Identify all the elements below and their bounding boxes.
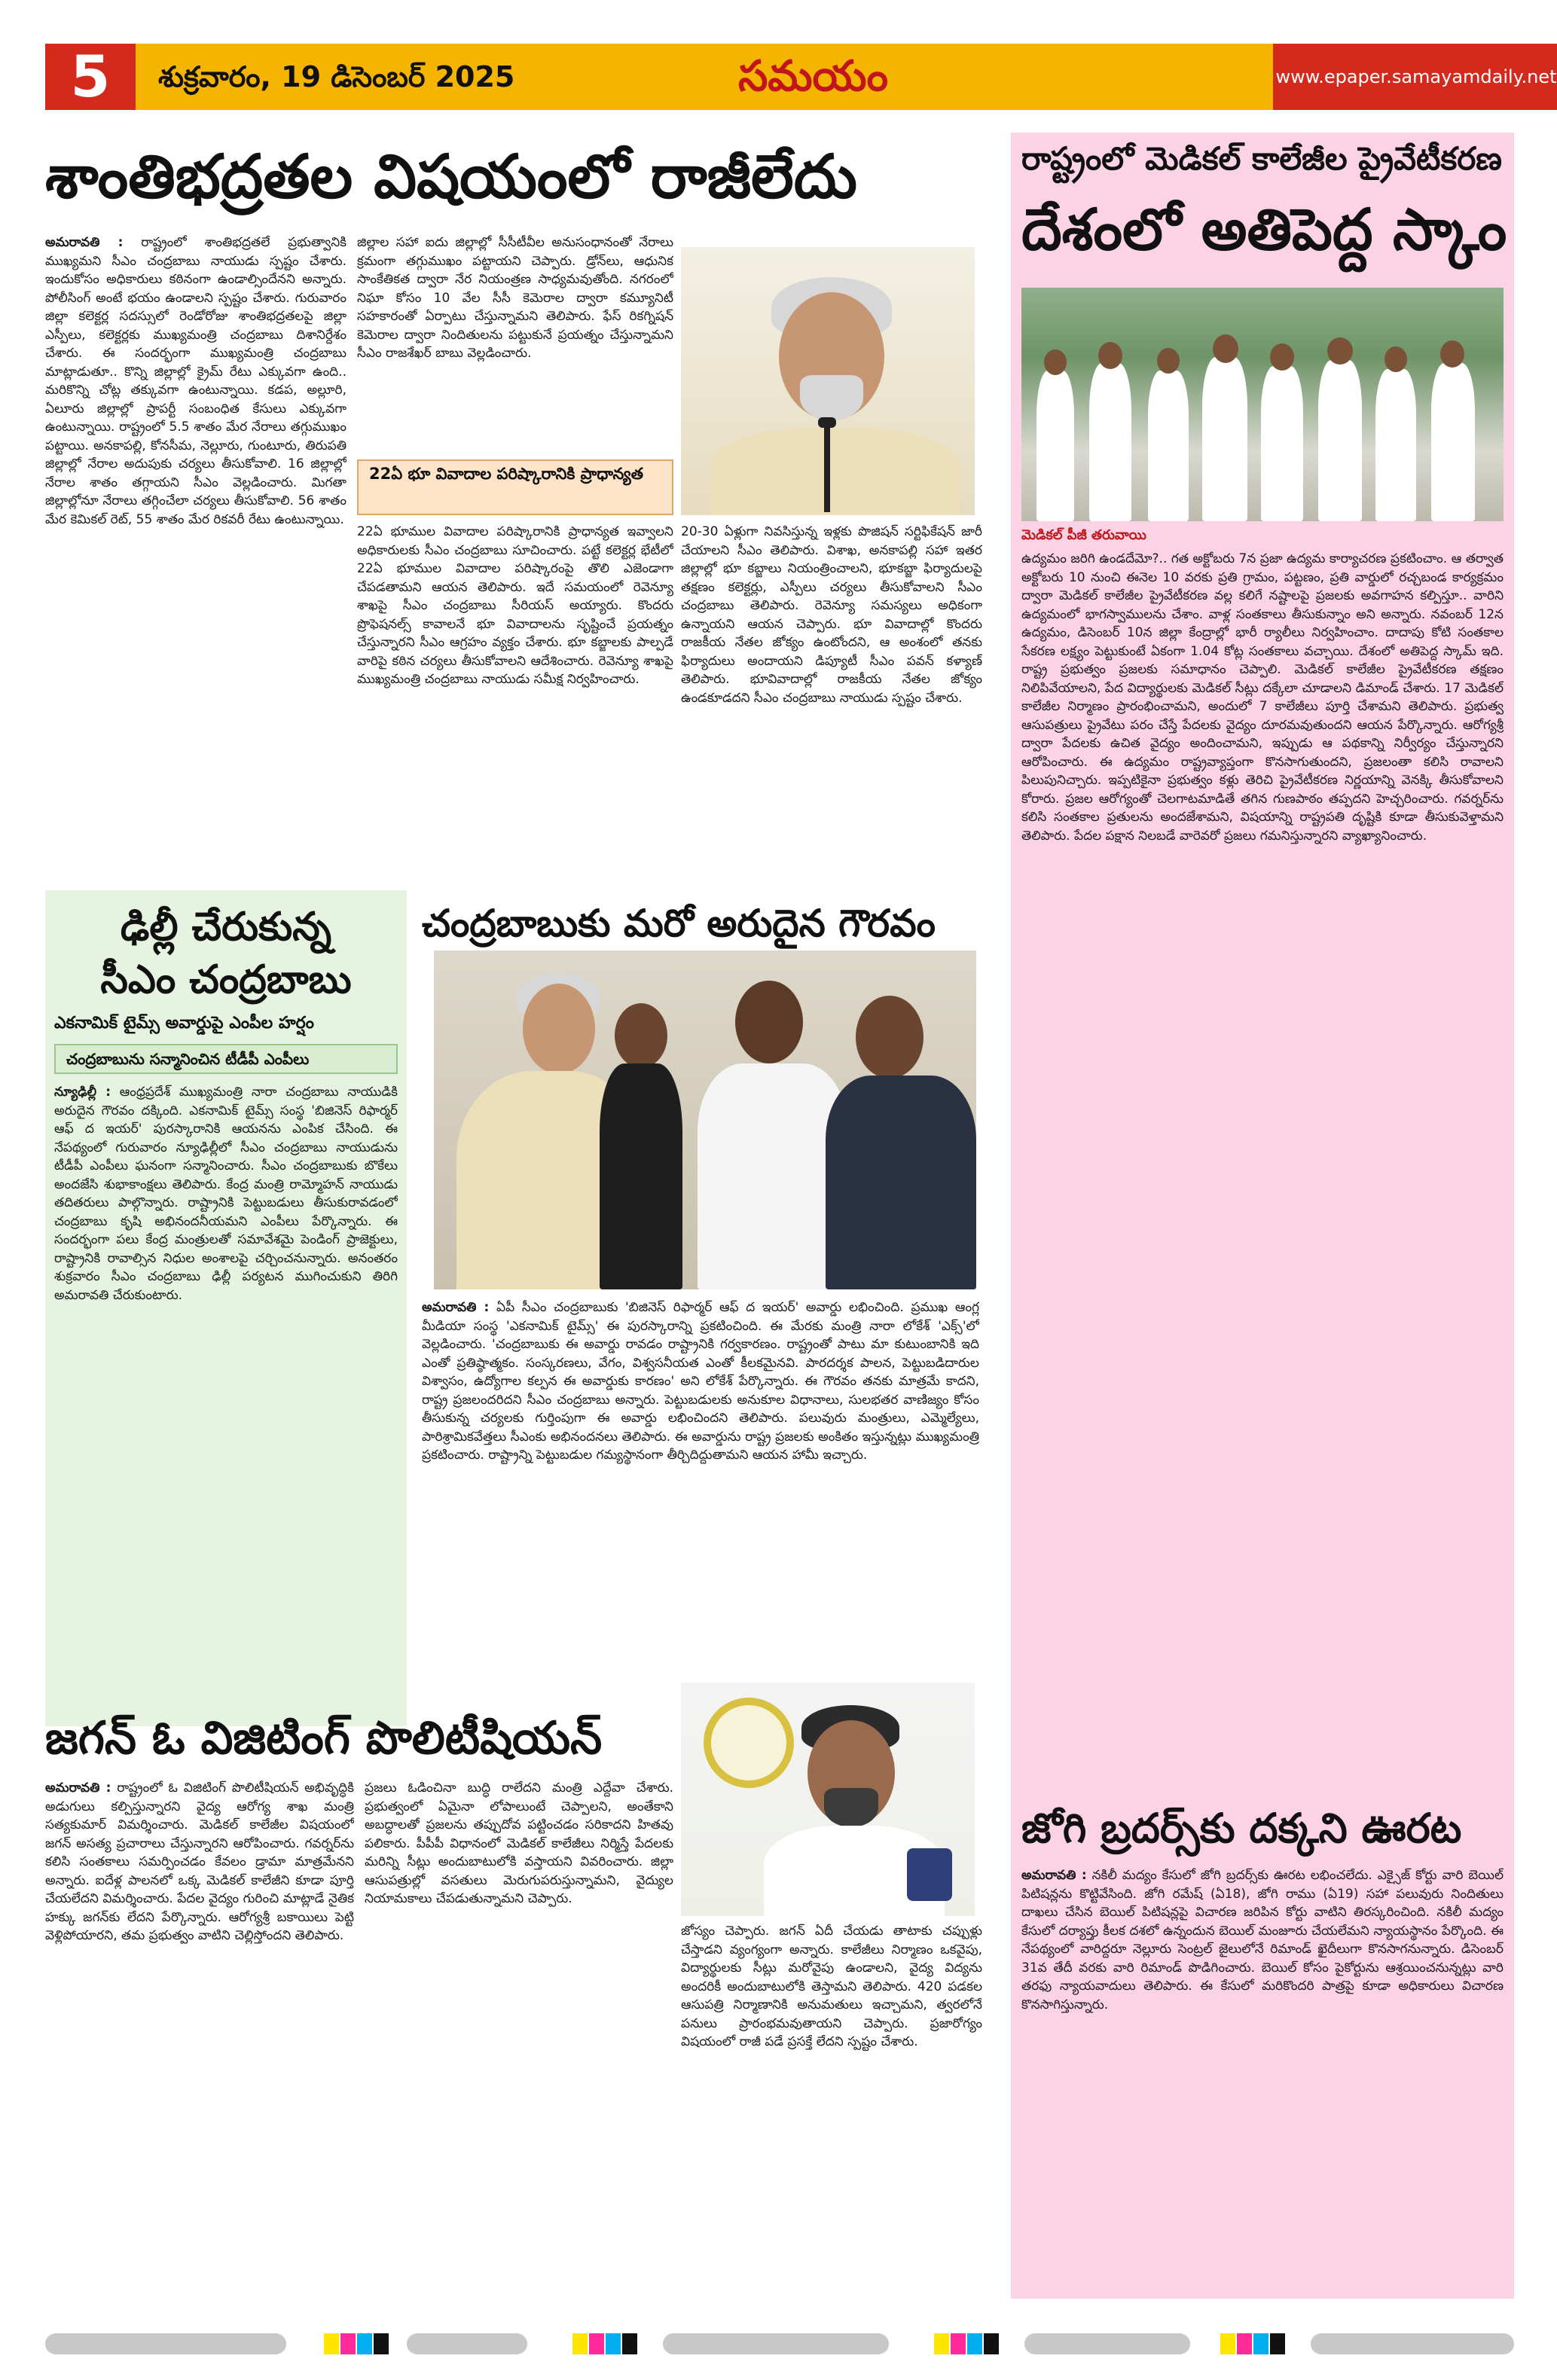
story5-dateline: అమరావతి :	[45, 1780, 111, 1796]
story5-col3	[681, 1922, 982, 2299]
story3-headline-line1: ఢిల్లీ చేరుకున్న	[120, 905, 332, 950]
story3-dateline: న్యూఢిల్లీ :	[54, 1085, 111, 1100]
story4-headline: చంద్రబాబుకు మరో అరుదైన గౌరవం	[422, 902, 936, 945]
story5-body-col1: రాష్ట్రంలో ఓ విజిటింగ్ పొలిటీషియన్ అభివృద్ధికి అడుగులు కల్పిస్తున్నారని వైద్య ఆరోగ్య శాఖ మంత్రి సత్యకుమార్ విమర్శించారు. మెడికల్ కాలేజీల విషయంలో జగన్ అసత్య ప్రచారాలు చేస్తున్నారని ఆరోపించారు. గవర్నర్‌ను కలిసి సంతకాలు సమర్పించడం కేవలం డ్రామా మాత్రమేనని అన్నారు. ఐదేళ్ల పాలనలో ఒక్క మెడికల్ కాలేజీని కూడా పూర్తి చేయలేదని విమర్శించారు. పేదల వైద్యం గురించి మాట్లాడే నైతిక హక్కు జగన్‌కు లేదని పేర్కొన్నారు. ఆరోగ్యశ్రీ బకాయిలు పెట్టి వెళ్లిపోయారని, తమ ప్రభుత్వం వాటిని చెల్లిస్తోందని తెలిపారు.	[45, 1780, 354, 1943]
story5-photo	[681, 1683, 975, 1916]
story1-dateline: అమరావతి :	[45, 235, 124, 250]
story4-photo	[434, 950, 976, 1289]
print-color-bar	[0, 2333, 1557, 2354]
story2-body-text: ఉద్యమం జరిగి ఉండదేమో?.. గత అక్టోబరు 7న ప్రజా ఉద్యమ కార్యాచరణ ప్రకటించాం. ఆ తర్వాత అక్టోబరు 10 నుంచి ఈనెల 10 వరకు ప్రతి గ్రామం, పట్టణం, ప్రతి వార్డులో రచ్చబండ కార్యక్రమం ద్వారా మెడికల్ కాలేజీల ప్రైవేటీకరణ వల్ల కలిగే నష్టాలపై ప్రజలకు అవగాహన కల్పిస్తూ.. వారిని ఉద్యమంలో భాగస్వాములను చేశాం. వాళ్ల సంతకాలు తీసుకున్నాం అని అన్నారు. నవంబర్ 12న ఉద్యమం, డిసెంబర్ 10న జిల్లా కేంద్రాల్లో భారీ ర్యాలీలు నిర్వహించాం. దాదాపు కోటి సంతకాల సేకరణ లక్ష్యం పెట్టుకుంటే ఏకంగా 1.04 కోట్ల సంతకాలు వచ్చాయి. దేశంలో అతిపెద్ద స్కామ్ ఇది. రాష్ట్ర ప్రభుత్వం ప్రజలకు సమాధానం చెప్పాలి. మెడికల్ కాలేజీల ప్రైవేటీకరణ తక్షణం నిలిపివేయాలని, పేద విద్యార్థులకు మెడికల్ సీట్లు దక్కేలా చూడాలని డిమాండ్ చేశారు. 17 మెడికల్ కాలేజీల నిర్మాణం ప్రారంభించామని, అందులో 7 కాలేజీలు పూర్తి చేశామని తెలిపారు. ప్రభుత్వ ఆసుపత్రులు ప్రైవేటు పరం చేస్తే పేదలకు వైద్యం దూరమవుతుందని ఆయన పేర్కొన్నారు. ఆరోగ్యశ్రీ ద్వారా పేదలకు ఉచిత వైద్యం అందించామని, ఇప్పుడు ఆ పథకాన్ని నిర్వీర్యం చేస్తున్నారని ఆరోపించారు. ఈ ఉద్యమం రాష్ట్రవ్యాప్తంగా కొనసాగుతుందని, ప్రజలంతా కలిసి రావాలని పిలుపునిచ్చారు. ఇప్పటికైనా ప్రభుత్వం కళ్లు తెరిచి ప్రైవేటీకరణ నిర్ణయాన్ని వెనక్కి తీసుకోవాలని కోరారు. ప్రజల ఆరోగ్యంతో చెలగాటమాడితే తగిన గుణపాఠం తప్పదని హెచ్చరించారు. గవర్నర్‌ను కలిసి సంతకాల ప్రతులను అందజేశామని, విషయాన్ని రాష్ట్రపతి దృష్టికి కూడా తీసుకువెళ్తామని తెలిపారు. పేదల పక్షాన నిలబడే వారెవరో ప్రజలు గమనిస్తున్నారని వ్యాఖ్యానించారు.	[1021, 551, 1504, 844]
story3-body-text: ఆంధ్రప్రదేశ్ ముఖ్యమంత్రి నారా చంద్రబాబు నాయుడికి అరుదైన గౌరవం దక్కింది. ఎకనామిక్ టైమ్స్ సంస్థ 'బిజినెస్ రిఫార్మర్ ఆఫ్ ద ఇయర్' పురస్కారానికి ఆయనను ఎంపిక చేసింది. ఈ నేపథ్యంలో గురువారం న్యూఢిల్లీలో సీఎం చంద్రబాబు నాయుడును టీడీపీ ఎంపీలు ఘనంగా సన్మానించారు. సీఎం చంద్రబాబుకు బొకేలు అందజేసి శుభాకాంక్షలు తెలిపారు. కేంద్ర మంత్రి రామ్మోహన్ నాయుడు తదితరులు పాల్గొన్నారు. రాష్ట్రానికి పెట్టుబడులు తీసుకురావడంలో చంద్రబాబు కృషి అభినందనీయమని ఎంపీలు పేర్కొన్నారు. ఈ సందర్భంగా పలు కేంద్ర మంత్రులతో సమావేశమై పెండింగ్ ప్రాజెక్టులు, రాష్ట్రానికి రావాల్సిన నిధుల అంశాలపై చర్చించనున్నారు. అనంతరం శుక్రవారం సీఎం చంద్రబాబు ఢిల్లీ పర్యటన ముగించుకుని తిరిగి అమరావతి చేరుకుంటారు.	[54, 1085, 398, 1303]
story3-subline: ఎకనామిక్ టైమ్స్ అవార్డుపై ఎంపీల హర్షం	[54, 1014, 314, 1033]
story5-col1	[45, 1779, 354, 2299]
story1-subhead: 22ఏ భూ వివాదాల పరిష్కారానికి ప్రాధాన్యత	[357, 459, 673, 515]
page-number: 5	[45, 44, 136, 110]
story5-headline: జగన్ ఓ విజిటింగ్ పొలిటీషియన్	[45, 1712, 603, 1765]
story2-photo-caption: మెడికల్ పీజీ తరువాయి	[1021, 527, 1146, 543]
story6-body	[1021, 1866, 1504, 2288]
issue-date: శుక్రవారం, 19 డిసెంబర్ 2025	[158, 60, 515, 93]
story5-body-col2: ప్రజలు ఓడించినా బుద్ధి రాలేదని మంత్రి ఎద్దేవా చేశారు. ప్రభుత్వంలో ఏమైనా లోపాలుంటే చెప్పాలని, అంతేకాని అబద్ధాలతో ప్రజలను తప్పుదోవ పట్టించడం సరికాదని హితవు పలికారు. పీపీపీ విధానంలో మెడికల్ కాలేజీలు నిర్మిస్తే పేదలకు మరిన్ని సీట్లు అందుబాటులోకి వస్తాయని వివరించారు. జిల్లా ఆసుపత్రుల్లో వసతులు మెరుగుపరుస్తున్నామని, వైద్యుల నియామకాలు చేపడుతున్నామని చెప్పారు.	[365, 1780, 673, 1906]
story5-col2	[365, 1779, 673, 2299]
story4-dateline: అమరావతి :	[422, 1300, 490, 1315]
story1-headline: శాంతిభద్రతల విషయంలో రాజీలేదు	[45, 142, 857, 212]
story1-photo	[681, 247, 975, 515]
story1-col2	[357, 233, 673, 452]
story6-body-text: నకిలీ మద్యం కేసులో జోగి బ్రదర్స్‌కు ఊరట లభించలేదు. ఎక్సైజ్ కోర్టు వారి బెయిల్ పిటిషన్లను కొట్టివేసింది. జోగి రమేష్ (ఏ18), జోగి రాము (ఏ19) సహా పలువురు నిందితులు దాఖలు చేసిన బెయిల్ పిటిషన్లపై విచారణ జరిపిన కోర్టు వాటిని తిరస్కరించింది. నకిలీ మద్యం కేసులో దర్యాప్తు కీలక దశలో ఉన్నందున బెయిల్ మంజూరు చేయలేమని న్యాయస్థానం పేర్కొంది. ఈ నేపథ్యంలో వారిద్దరూ నెల్లూరు సెంట్రల్ జైలులోనే రిమాండ్ ఖైదీలుగా కొనసాగనున్నారు. డిసెంబర్ 31వ తేదీ వరకు వారి రిమాండ్ పొడిగించారు. బెయిల్ కోసం పైకోర్టును ఆశ్రయించనున్నట్లు వారి తరఫు న్యాయవాదులు తెలిపారు. ఈ కేసులో మరికొందరి పాత్రపై కూడా అధికారులు విచారణ కొనసాగిస్తున్నారు.	[1021, 1868, 1504, 2012]
newspaper-logo: సమయం	[738, 52, 888, 101]
story2-body	[1021, 550, 1504, 1785]
story2-kicker: రాష్ట్రంలో మెడికల్ కాలేజీల ప్రైవేటీకరణ	[1021, 140, 1502, 177]
story6-dateline: అమరావతి :	[1021, 1868, 1087, 1883]
story5-body-col3: జోస్యం చెప్పారు. జగన్ ఏదీ చేయడు తాటాకు చప్పుళ్లు చేస్తాడని వ్యంగ్యంగా అన్నారు. కాలేజీలు నిర్మాణం ఒకవైపు, విద్యార్థులకు సీట్లు మరోవైపు ఉండాలని, వైద్య విద్యను అందరికీ అందుబాటులోకి తెస్తామని తెలిపారు. 420 పడకల ఆసుపత్రి నిర్మాణానికి అనుమతులు ఇచ్చామని, త్వరలోనే పనులు ప్రారంభమవుతాయని చెప్పారు. ప్రజారోగ్యం విషయంలో రాజీ పడే ప్రసక్తే లేదని స్పష్టం చేశారు.	[681, 1924, 982, 2049]
story3-headline-line2: సీఎం చంద్రబాబు	[100, 957, 352, 1002]
masthead	[45, 43, 1557, 110]
story1-body-col3: 22ఏ భూముల వివాదాల పరిష్కారానికి ప్రాధాన్యత ఇవ్వాలని అధికారులకు సీఎం చంద్రబాబు సూచించారు. పట్టే కలెక్టర్ల భేటీలో 22ఏ భూముల వివాదాల పరిష్కారంపై తొలి ఎజెండాగా చేపడతామని ఆయన తెలిపారు. ఇదే సమయంలో రెవెన్యూ శాఖపై సీఎం చంద్రబాబు సీరియస్ అయ్యారు. కొందరు ప్రొఫెషనల్స్ కావాలనే భూ వివాదాలను సృష్టించే ప్రయత్నం చేస్తున్నారని సీఎం ఆగ్రహం వ్యక్తం చేశారు. భూ కబ్జాలకు పాల్పడే వారిపై కఠిన చర్యలు తీసుకోవాలని ఆదేశించారు. రెవెన్యూ శాఖపై ముఖ్యమంత్రి చంద్రబాబు నాయుడు సమీక్ష నిర్వహించారు.	[357, 524, 673, 687]
story1-body-col1: రాష్ట్రంలో శాంతిభద్రతలే ప్రభుత్వానికి ముఖ్యమని సీఎం చంద్రబాబు నాయుడు స్పష్టం చేశారు. ఇందుకోసం అధికారులు కఠినంగా ఉండాల్సిందేనని అన్నారు. పోలీసింగ్ అంటే భయం ఉండాలని స్పష్టం చేశారు. గురువారం జిల్లా కలెక్టర్ల సదస్సులో రెండోరోజు శాంతిభద్రతలపై జిల్లా ఎస్పీలు, కలెక్టర్లకు ముఖ్యమంత్రి చంద్రబాబు దిశానిర్దేశం చేశారు. ఈ సందర్భంగా ముఖ్యమంత్రి చంద్రబాబు మాట్లాడుతూ.. కొన్ని జిల్లాల్లో క్రైమ్ రేటు ఎక్కువగా ఉంది.. మరికొన్ని చోట్ల తక్కువగా ఉంటున్నాయి. కడప, అల్లూరి, ఏలూరు జిల్లాల్లో ప్రాపర్టీ సంబంధిత కేసులు ఎక్కువగా ఉంటున్నాయి. రాష్ట్రంలో 5.5 శాతం మేర నేరాలు తగ్గుముఖం పట్టాయి. అనకాపల్లి, కోనసీమ, నెల్లూరు, గుంటూరు, తిరుపతి జిల్లాల్లో నేరాల అదుపుకు చర్యలు తీసుకోవాలి. 16 జిల్లాల్లో నేరాల శాతం తగ్గాయని సీఎం వెల్లడించారు. మిగతా జిల్లాల్లోనూ నేరాలు తగ్గించేలా చర్యలు తీసుకోవాలి. 56 శాతం మేర కెమికల్ రెట్, 55 శాతం మేర రికవరీ రేటు ఉంటున్నాయి.	[45, 235, 347, 527]
story1-col3	[357, 523, 673, 874]
story4-body	[422, 1298, 979, 1726]
story1-body-col2: జిల్లాల సహా ఐదు జిల్లాల్లో సీసీటీవీల అనుసంధానంతో నేరాలు క్రమంగా తగ్గుముఖం పట్టాయని చెప్పారు. డ్రోన్‌లు, ఆధునిక సాంకేతికత ద్వారా నేర నియంత్రణ సాధ్యమవుతోంది. నగరంలో నిఘా కోసం 10 వేల సీసీ కెమెరాల ద్వారా కమ్యూనిటీ సహకారంతో ఏర్పాటు చేస్తున్నామని తెలిపారు. ఫేస్ రికగ్నిషన్ కెమెరాల ద్వారా నిందితులను పట్టుకునే ప్రయత్నం చేస్తున్నామని సీఎం రాజశేఖర్ బాబు వెల్లడించారు.	[357, 235, 673, 361]
story1-col1	[45, 233, 347, 874]
epaper-url[interactable]: www.epaper.samayamdaily.net	[1273, 44, 1557, 110]
story3-subhead: చంద్రబాబును సన్మానించిన టీడీపీ ఎంపీలు	[54, 1044, 398, 1074]
story3-body	[54, 1083, 398, 1716]
story1-body-col4: 20-30 ఏళ్లుగా నివసిస్తున్న ఇళ్లకు పొజిషన్ సర్టిఫికేషన్ జారీ చేయాలని సీఎం తెలిపారు. విశాఖ, అనకాపల్లి సహా ఇతర జిల్లాల్లో భూ కబ్జాలు నియంత్రించాలని, భూకబ్జా ఫిర్యాదులపై తక్షణం కలెక్టర్లు, ఎస్పీలు చర్యలు తీసుకోవాలని సీఎం చంద్రబాబు తెలిపారు. రెవెన్యూ సమస్యలు అధికంగా ఉన్నాయని ఆయన చెప్పారు. భూ వివాదాల్లో కొందరు రాజకీయ నేతల జోక్యం ఉంటోందని, ఆ అంశంలో తనకు ఫిర్యాదులు అందాయని డిప్యూటీ సీఎం పవన్ కళ్యాణ్ తెలిపారు. భూవివాదాల్లో రాజకీయ నేతల జోక్యం ఉండకూడదని సీఎం చంద్రబాబు నాయుడు స్పష్టం చేశారు.	[681, 524, 982, 706]
story2-photo	[1021, 288, 1504, 521]
story2-headline: దేశంలో అతిపెద్ద స్కాం	[1021, 196, 1507, 263]
story1-col4	[681, 523, 982, 874]
story6-headline: జోగి బ్రదర్స్‌కు దక్కని ఊరట	[1021, 1805, 1462, 1852]
story4-body-text: ఏపీ సీఎం చంద్రబాబుకు 'బిజినెస్ రిఫార్మర్ ఆఫ్ ద ఇయర్' అవార్డు లభించింది. ప్రముఖ ఆంగ్ల మీడియా సంస్థ 'ఎకనామిక్ టైమ్స్' ఈ పురస్కారాన్ని ప్రకటించింది. ఈ మేరకు మంత్రి నారా లోకేశ్ 'ఎక్స్'లో వెల్లడించారు. 'చంద్రబాబుకు ఈ అవార్డు రావడం రాష్ట్రానికి గర్వకారణం. రాష్ట్రంతో పాటు మా కుటుంబానికి ఇది ఎంతో ప్రతిష్ఠాత్మకం. సంస్కరణలు, వేగం, విశ్వసనీయత ఎంతో కీలకమైనవి. పారదర్శక పాలన, పెట్టుబడిదారుల విశ్వాసం, ఉద్యోగాల కల్పన ఈ అవార్డుకు కారణం' అని లోకేశ్ పేర్కొన్నారు. ఈ గౌరవం తనకు మాత్రమే కాదని, రాష్ట్ర ప్రజలందరిదని సీఎం చంద్రబాబు అన్నారు. పెట్టుబడులకు అనుకూల విధానాలు, సులభతర వాణిజ్యం కోసం తీసుకున్న చర్యలకు గుర్తింపుగా ఈ అవార్డు లభించిందని తెలిపారు. పలువురు మంత్రులు, ఎమ్మెల్యేలు, పారిశ్రామికవేత్తలు సీఎంకు అభినందనలు తెలిపారు. ఈ అవార్డును రాష్ట్ర ప్రజలకు అంకితం ఇస్తున్నట్లు ముఖ్యమంత్రి ప్రకటించారు. రాష్ట్రాన్ని పెట్టుబడుల గమ్యస్థానంగా తీర్చిదిద్దుతామని ఆయన హామీ ఇచ్చారు.	[422, 1300, 979, 1463]
